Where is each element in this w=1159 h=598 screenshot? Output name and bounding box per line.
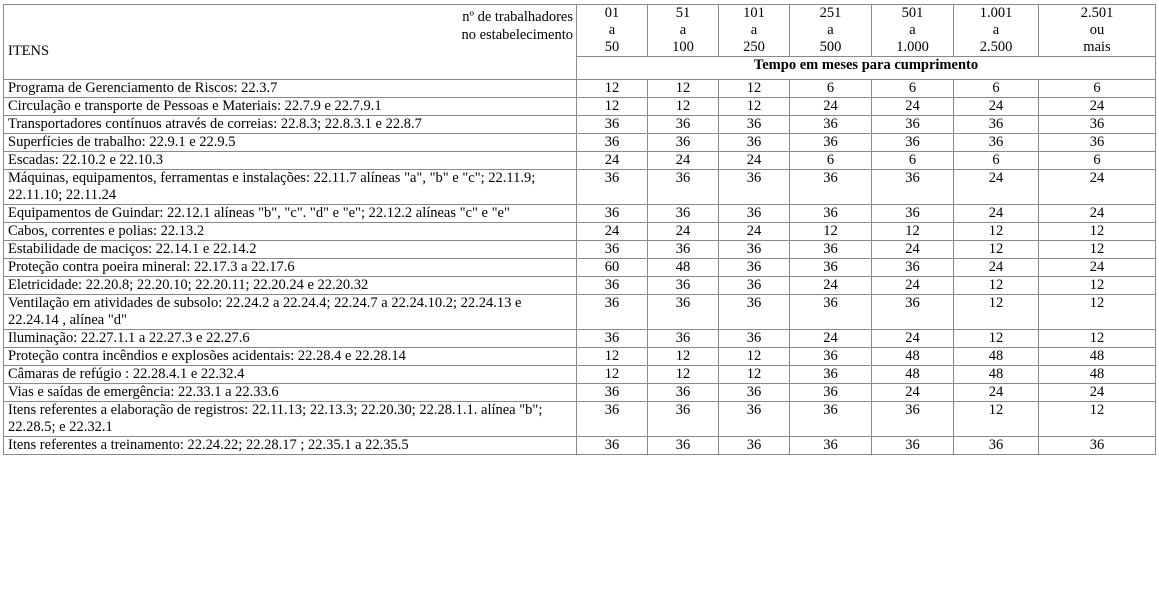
range-from: 101 — [743, 5, 765, 21]
months-cell: 36 — [719, 259, 790, 277]
months-cell: 24 — [872, 277, 954, 295]
months-cell: 36 — [1039, 437, 1156, 455]
months-cell: 36 — [577, 402, 648, 437]
months-cell: 36 — [790, 170, 872, 205]
range-connector: ou — [1089, 22, 1105, 38]
months-cell: 24 — [577, 152, 648, 170]
range-connector: a — [909, 22, 916, 38]
months-cell: 12 — [954, 330, 1039, 348]
range-to: 250 — [743, 39, 765, 55]
table-row — [4, 330, 1156, 348]
months-cell: 6 — [954, 80, 1039, 98]
item-cell: Itens referentes a treinamento: 22.24.22; 22.28.17 ; 22.35.1 a 22.35.5 — [4, 437, 577, 455]
months-cell: 6 — [1039, 152, 1156, 170]
months-cell: 24 — [719, 223, 790, 241]
item-cell: Ventilação em atividades de subsolo: 22.24.2 a 22.24.4; 22.24.7 a 22.24.10.2; 22.24.13 e 22.24.14 , alínea "d" — [4, 295, 577, 330]
months-cell: 12 — [719, 98, 790, 116]
months-cell: 36 — [577, 277, 648, 295]
months-cell: 12 — [648, 366, 719, 384]
months-cell: 24 — [954, 98, 1039, 116]
item-cell: Superfícies de trabalho: 22.9.1 e 22.9.5 — [4, 134, 577, 152]
table-row — [4, 437, 1156, 455]
table-body — [4, 5, 1156, 455]
table-row — [4, 98, 1156, 116]
months-cell: 36 — [790, 437, 872, 455]
range-header-7 — [1039, 5, 1156, 57]
months-cell: 6 — [954, 152, 1039, 170]
months-cell: 36 — [872, 259, 954, 277]
months-cell: 24 — [1039, 259, 1156, 277]
months-cell: 24 — [872, 330, 954, 348]
months-cell: 36 — [872, 402, 954, 437]
range-to: mais — [1083, 39, 1111, 55]
item-cell: Equipamentos de Guindar: 22.12.1 alíneas "b", "c". "d" e "e"; 22.12.2 alíneas "c" e "e" — [4, 205, 577, 223]
months-cell: 36 — [719, 116, 790, 134]
months-cell: 24 — [954, 384, 1039, 402]
months-cell: 36 — [577, 205, 648, 223]
months-cell: 24 — [577, 223, 648, 241]
months-cell: 36 — [719, 295, 790, 330]
table-row — [4, 223, 1156, 241]
months-cell: 36 — [648, 402, 719, 437]
months-cell: 36 — [577, 170, 648, 205]
months-cell: 36 — [648, 437, 719, 455]
table-row — [4, 402, 1156, 437]
months-cell: 48 — [872, 366, 954, 384]
range-connector: a — [750, 22, 758, 38]
table-row — [4, 295, 1156, 330]
months-cell: 24 — [648, 152, 719, 170]
months-cell: 24 — [954, 259, 1039, 277]
item-cell: Itens referentes a elaboração de registros: 22.11.13; 22.13.3; 22.20.30; 22.28.1.1. alínea "b"; 22.28.5; e 22.32.1 — [4, 402, 577, 437]
months-cell: 48 — [954, 348, 1039, 366]
header-row — [4, 5, 1156, 57]
months-cell: 12 — [954, 241, 1039, 259]
item-cell: Cabos, correntes e polias: 22.13.2 — [4, 223, 577, 241]
months-cell: 36 — [719, 134, 790, 152]
months-cell: 24 — [790, 277, 872, 295]
months-cell: 36 — [954, 134, 1039, 152]
months-cell: 36 — [872, 170, 954, 205]
months-cell: 36 — [648, 241, 719, 259]
item-cell: Proteção contra incêndios e explosões acidentais: 22.28.4 e 22.28.14 — [4, 348, 577, 366]
months-cell: 12 — [954, 223, 1039, 241]
months-cell: 24 — [872, 98, 954, 116]
months-cell: 36 — [1039, 134, 1156, 152]
range-connector: a — [992, 22, 1000, 38]
item-cell: Circulação e transporte de Pessoas e Materiais: 22.7.9 e 22.7.9.1 — [4, 98, 577, 116]
item-cell: Transportadores contínuos através de correias: 22.8.3; 22.8.3.1 e 22.8.7 — [4, 116, 577, 134]
item-cell: Proteção contra poeira mineral: 22.17.3 a 22.17.6 — [4, 259, 577, 277]
compliance-deadline-table — [3, 4, 1156, 455]
months-cell: 36 — [719, 402, 790, 437]
item-cell: Vias e saídas de emergência: 22.33.1 a 22.33.6 — [4, 384, 577, 402]
table-row — [4, 348, 1156, 366]
months-cell: 36 — [577, 295, 648, 330]
months-cell: 36 — [872, 134, 954, 152]
item-cell: Iluminação: 22.27.1.1 a 22.27.3 e 22.27.6 — [4, 330, 577, 348]
months-cell: 12 — [719, 80, 790, 98]
item-cell: Escadas: 22.10.2 e 22.10.3 — [4, 152, 577, 170]
months-cell: 12 — [790, 223, 872, 241]
workers-label — [461, 8, 573, 44]
range-to: 1.000 — [896, 39, 929, 55]
months-cell: 12 — [577, 348, 648, 366]
months-cell: 36 — [719, 241, 790, 259]
range-header-5 — [872, 5, 954, 57]
months-cell: 6 — [1039, 80, 1156, 98]
months-cell: 36 — [648, 295, 719, 330]
months-cell: 24 — [1039, 98, 1156, 116]
months-cell: 12 — [648, 80, 719, 98]
months-cell: 36 — [790, 134, 872, 152]
months-cell: 36 — [954, 116, 1039, 134]
months-cell: 24 — [954, 170, 1039, 205]
workers-label-line-2: no estabelecimento — [461, 27, 573, 43]
months-cell: 12 — [954, 295, 1039, 330]
range-header-3 — [719, 5, 790, 57]
months-cell: 24 — [954, 205, 1039, 223]
months-cell: 12 — [719, 366, 790, 384]
months-cell: 36 — [719, 437, 790, 455]
months-cell: 12 — [1039, 241, 1156, 259]
months-cell: 36 — [577, 384, 648, 402]
range-to: 500 — [819, 39, 842, 55]
table-row — [4, 384, 1156, 402]
range-from: 251 — [819, 5, 842, 21]
months-cell: 36 — [954, 437, 1039, 455]
months-cell: 60 — [577, 259, 648, 277]
months-cell: 6 — [790, 80, 872, 98]
months-cell: 12 — [954, 277, 1039, 295]
months-cell: 12 — [577, 366, 648, 384]
range-header-1 — [577, 5, 648, 57]
months-cell: 36 — [872, 116, 954, 134]
range-header-6 — [954, 5, 1039, 57]
months-cell: 24 — [1039, 384, 1156, 402]
table-row — [4, 152, 1156, 170]
range-from: 01 — [604, 5, 620, 21]
months-cell: 24 — [1039, 205, 1156, 223]
months-cell: 36 — [719, 170, 790, 205]
table-row — [4, 170, 1156, 205]
range-connector: a — [679, 22, 687, 38]
item-cell: Máquinas, equipamentos, ferramentas e instalações: 22.11.7 alíneas "a", "b" e "c"; 22.11.9; 22.11.10; 22.11.24 — [4, 170, 577, 205]
table-row — [4, 80, 1156, 98]
months-cell: 6 — [872, 80, 954, 98]
months-cell: 36 — [648, 116, 719, 134]
range-header-4 — [790, 5, 872, 57]
months-cell: 36 — [648, 384, 719, 402]
months-cell: 36 — [648, 277, 719, 295]
months-cell: 24 — [790, 98, 872, 116]
months-cell: 36 — [790, 259, 872, 277]
months-cell: 48 — [872, 348, 954, 366]
months-cell: 36 — [1039, 116, 1156, 134]
range-from: 1.001 — [979, 5, 1013, 21]
months-cell: 36 — [790, 348, 872, 366]
months-cell: 6 — [872, 152, 954, 170]
item-cell: Eletricidade: 22.20.8; 22.20.10; 22.20.11; 22.20.24 e 22.20.32 — [4, 277, 577, 295]
months-cell: 36 — [648, 134, 719, 152]
range-from: 2.501 — [1080, 5, 1114, 21]
table-row — [4, 134, 1156, 152]
range-connector: a — [608, 22, 616, 38]
table-row — [4, 116, 1156, 134]
months-cell: 36 — [577, 116, 648, 134]
range-from: 501 — [901, 5, 924, 21]
months-cell: 48 — [648, 259, 719, 277]
months-cell: 12 — [648, 348, 719, 366]
months-cell: 24 — [719, 152, 790, 170]
range-from: 51 — [675, 5, 691, 21]
months-cell: 12 — [1039, 277, 1156, 295]
months-cell: 36 — [872, 205, 954, 223]
range-connector: a — [827, 22, 834, 38]
months-cell: 12 — [1039, 330, 1156, 348]
months-cell: 36 — [790, 366, 872, 384]
months-cell: 36 — [872, 437, 954, 455]
months-cell: 12 — [1039, 295, 1156, 330]
months-cell: 36 — [719, 330, 790, 348]
range-to: 50 — [604, 39, 620, 55]
months-cell: 36 — [577, 330, 648, 348]
item-cell: Câmaras de refúgio : 22.28.4.1 e 22.32.4 — [4, 366, 577, 384]
months-cell: 36 — [719, 384, 790, 402]
months-cell: 36 — [790, 402, 872, 437]
table-row — [4, 277, 1156, 295]
months-cell: 36 — [577, 134, 648, 152]
months-cell: 48 — [1039, 366, 1156, 384]
months-cell: 36 — [790, 116, 872, 134]
months-cell: 36 — [719, 277, 790, 295]
months-cell: 36 — [648, 330, 719, 348]
months-cell: 36 — [872, 295, 954, 330]
item-cell: Programa de Gerenciamento de Riscos: 22.3.7 — [4, 80, 577, 98]
months-cell: 12 — [577, 98, 648, 116]
months-cell: 24 — [872, 384, 954, 402]
months-cell: 12 — [719, 348, 790, 366]
months-cell: 36 — [790, 205, 872, 223]
months-cell: 24 — [648, 223, 719, 241]
months-cell: 6 — [790, 152, 872, 170]
range-to: 100 — [672, 39, 694, 55]
months-cell: 24 — [1039, 170, 1156, 205]
months-cell: 12 — [1039, 402, 1156, 437]
range-to: 2.500 — [979, 39, 1013, 55]
months-cell: 36 — [577, 241, 648, 259]
months-cell: 36 — [648, 205, 719, 223]
months-cell: 36 — [790, 295, 872, 330]
months-cell: 36 — [790, 384, 872, 402]
item-cell: Estabilidade de maciços: 22.14.1 e 22.14.2 — [4, 241, 577, 259]
table-row — [4, 205, 1156, 223]
months-cell: 12 — [954, 402, 1039, 437]
months-cell: 36 — [719, 205, 790, 223]
corner-header-cell — [4, 5, 577, 80]
months-cell: 36 — [577, 437, 648, 455]
months-cell: 36 — [648, 170, 719, 205]
months-cell: 12 — [577, 80, 648, 98]
table-row — [4, 259, 1156, 277]
range-header-2 — [648, 5, 719, 57]
months-cell: 24 — [872, 241, 954, 259]
items-label: ITENS — [8, 43, 50, 59]
months-cell: 12 — [1039, 223, 1156, 241]
time-months-header: Tempo em meses para cumprimento — [577, 57, 1156, 80]
months-cell: 36 — [790, 241, 872, 259]
months-cell: 48 — [954, 366, 1039, 384]
months-cell: 12 — [648, 98, 719, 116]
table-row — [4, 241, 1156, 259]
months-cell: 24 — [790, 330, 872, 348]
workers-label-line-1: nº de trabalhadores — [462, 9, 573, 25]
months-cell: 48 — [1039, 348, 1156, 366]
months-cell: 12 — [872, 223, 954, 241]
table-row — [4, 366, 1156, 384]
